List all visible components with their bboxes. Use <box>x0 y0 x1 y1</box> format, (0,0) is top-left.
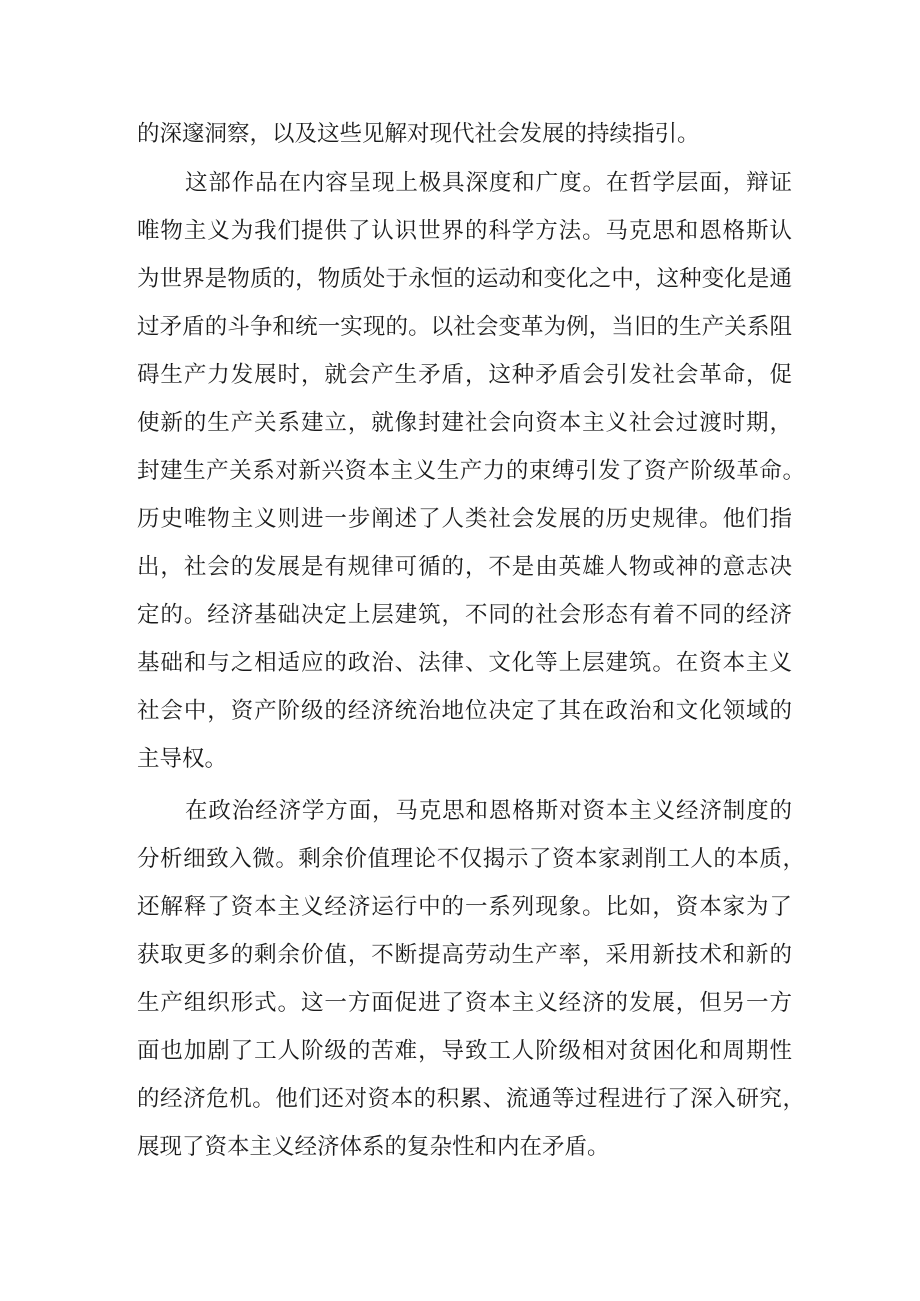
text-line <box>0 454 920 488</box>
text-line <box>0 406 920 440</box>
line-text: 社会中，资产阶级的经济统治地位决定了其在政治和文化领域的 <box>137 698 792 724</box>
text-line <box>0 646 920 680</box>
line-text: 还解释了资本主义经济运行中的一系列现象。比如，资本家为了 <box>137 894 792 920</box>
text-line <box>0 502 920 536</box>
line-text: 在政治经济学方面，马克思和恩格斯对资本主义经济制度的 <box>185 798 792 824</box>
line-text: 历史唯物主义则进一步阐述了人类社会发展的历史规律。他们指 <box>137 506 792 532</box>
line-text: 分析细致入微。剩余价值理论不仅揭示了资本家剥削工人的本质， <box>137 846 805 872</box>
line-text: 的经济危机。他们还对资本的积累、流通等过程进行了深入研究， <box>137 1086 805 1112</box>
line-text: 唯物主义为我们提供了认识世界的科学方法。马克思和恩格斯认 <box>137 218 792 244</box>
text-line <box>0 550 920 584</box>
text-line <box>0 842 920 876</box>
text-line <box>0 117 920 151</box>
text-line <box>0 214 920 248</box>
line-text: 碍生产力发展时，就会产生矛盾，这种矛盾会引发社会革命，促 <box>137 362 792 388</box>
line-text: 面也加剧了工人阶级的苦难，导致工人阶级相对贫困化和周期性 <box>137 1038 792 1064</box>
text-line <box>0 262 920 296</box>
line-text: 展现了资本主义经济体系的复杂性和内在矛盾。 <box>137 1134 610 1160</box>
text-line <box>0 310 920 344</box>
line-text: 生产组织形式。这一方面促进了资本主义经济的发展，但另一方 <box>137 990 792 1016</box>
line-text: 的深邃洞察，以及这些见解对现代社会发展的持续指引。 <box>137 121 700 147</box>
line-text: 定的。经济基础决定上层建筑，不同的社会形态有着不同的经济 <box>137 602 792 628</box>
line-text: 这部作品在内容呈现上极具深度和广度。在哲学层面，辩证 <box>185 170 792 196</box>
line-text: 使新的生产关系建立，就像封建社会向资本主义社会过渡时期， <box>137 410 792 436</box>
text-line <box>0 742 920 776</box>
line-text: 出，社会的发展是有规律可循的，不是由英雄人物或神的意志决 <box>137 554 792 580</box>
text-line <box>0 1034 920 1068</box>
line-text: 为世界是物质的，物质处于永恒的运动和变化之中，这种变化是通 <box>137 266 792 292</box>
line-text: 基础和与之相适应的政治、法律、文化等上层建筑。在资本主义 <box>137 650 792 676</box>
text-line <box>0 598 920 632</box>
text-line <box>0 890 920 924</box>
line-text: 过矛盾的斗争和统一实现的。以社会变革为例，当旧的生产关系阻 <box>137 314 792 340</box>
text-line <box>0 166 920 200</box>
text-line <box>0 358 920 392</box>
text-line <box>0 986 920 1020</box>
line-text: 主导权。 <box>137 746 228 772</box>
line-text: 获取更多的剩余价值，不断提高劳动生产率，采用新技术和新的 <box>137 942 792 968</box>
text-line <box>0 938 920 972</box>
text-line <box>0 694 920 728</box>
text-line <box>0 1130 920 1164</box>
line-text: 封建生产关系对新兴资本主义生产力的束缚引发了资产阶级革命。 <box>137 458 805 484</box>
text-line <box>0 1082 920 1116</box>
text-line <box>0 794 920 828</box>
